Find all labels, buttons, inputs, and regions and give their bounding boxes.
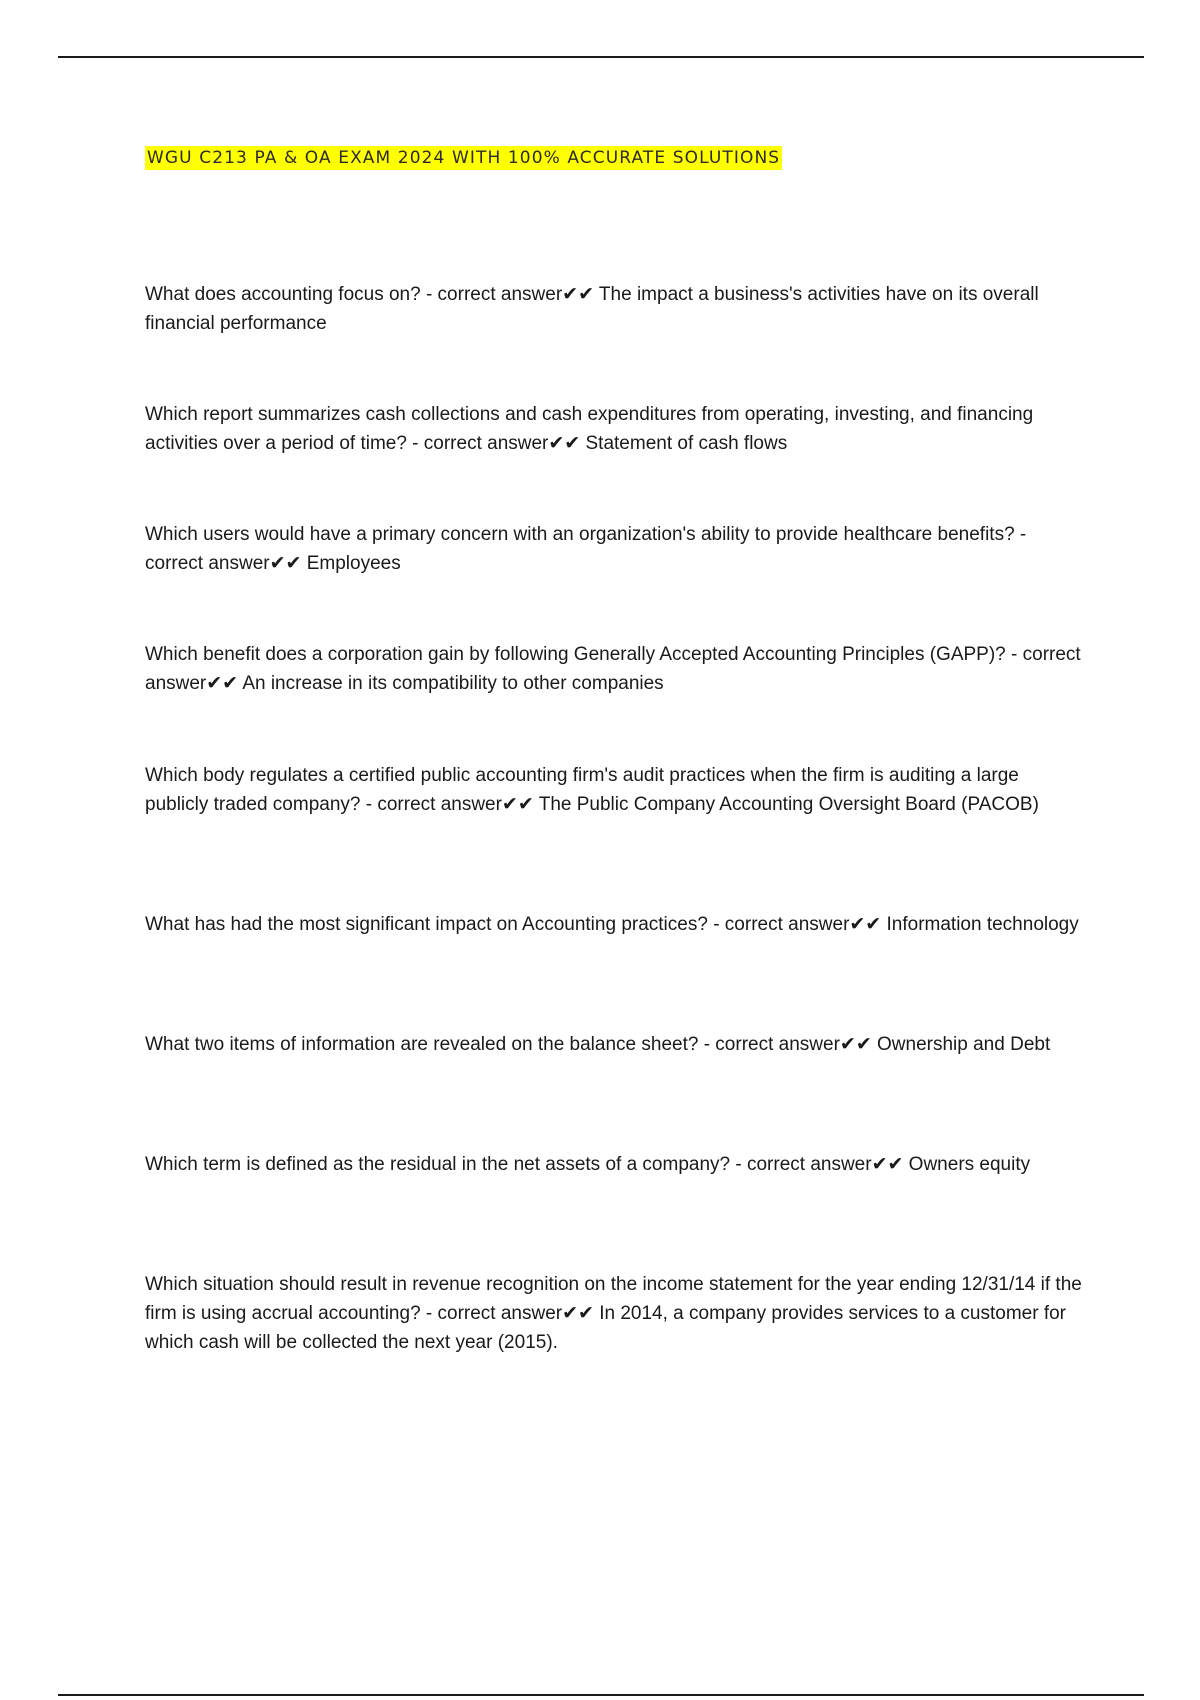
document-header xyxy=(145,146,782,170)
qa-item: Which benefit does a corporation gain by following Generally Accepted Accounting Principles (GAPP)? - correct answer✔✔ An increase in its compatibility to other companies xyxy=(145,644,1081,694)
qa-item: Which users would have a primary concern with an organization's ability to provide healthcare benefits? - correct answer✔✔ Employees xyxy=(145,524,1027,574)
qa-item: Which body regulates a certified public accounting firm's audit practices when the firm is auditing a large publicly traded company? - correct answer✔✔ The Public Company Accounting Oversight Board (PACOB) xyxy=(145,765,1039,815)
qa-item: What has had the most significant impact on Accounting practices? - correct answer✔✔ Information technology xyxy=(145,914,1079,935)
bottom-rule xyxy=(58,1694,1144,1696)
qa-item: Which situation should result in revenue recognition on the income statement for the year ending 12/31/14 if the firm is using accrual accounting? - correct answer✔✔ In 2014, a company provides services to a customer for which cash will be collected the next year (2015). xyxy=(145,1274,1082,1353)
qa-item: What does accounting focus on? - correct answer✔✔ The impact a business's activities have on its overall financial performance xyxy=(145,284,1039,334)
qa-item: What two items of information are revealed on the balance sheet? - correct answer✔✔ Ownership and Debt xyxy=(145,1034,1051,1055)
qa-item: Which term is defined as the residual in the net assets of a company? - correct answer✔✔ Owners equity xyxy=(145,1154,1031,1175)
qa-item: Which report summarizes cash collections and cash expenditures from operating, investing, and financing activities over a period of time? - correct answer✔✔ Statement of cash flows xyxy=(145,404,1034,454)
document-title: WGU C213 PA & OA EXAM 2024 WITH 100% ACCURATE SOLUTIONS xyxy=(147,148,781,168)
top-rule xyxy=(58,56,1144,58)
